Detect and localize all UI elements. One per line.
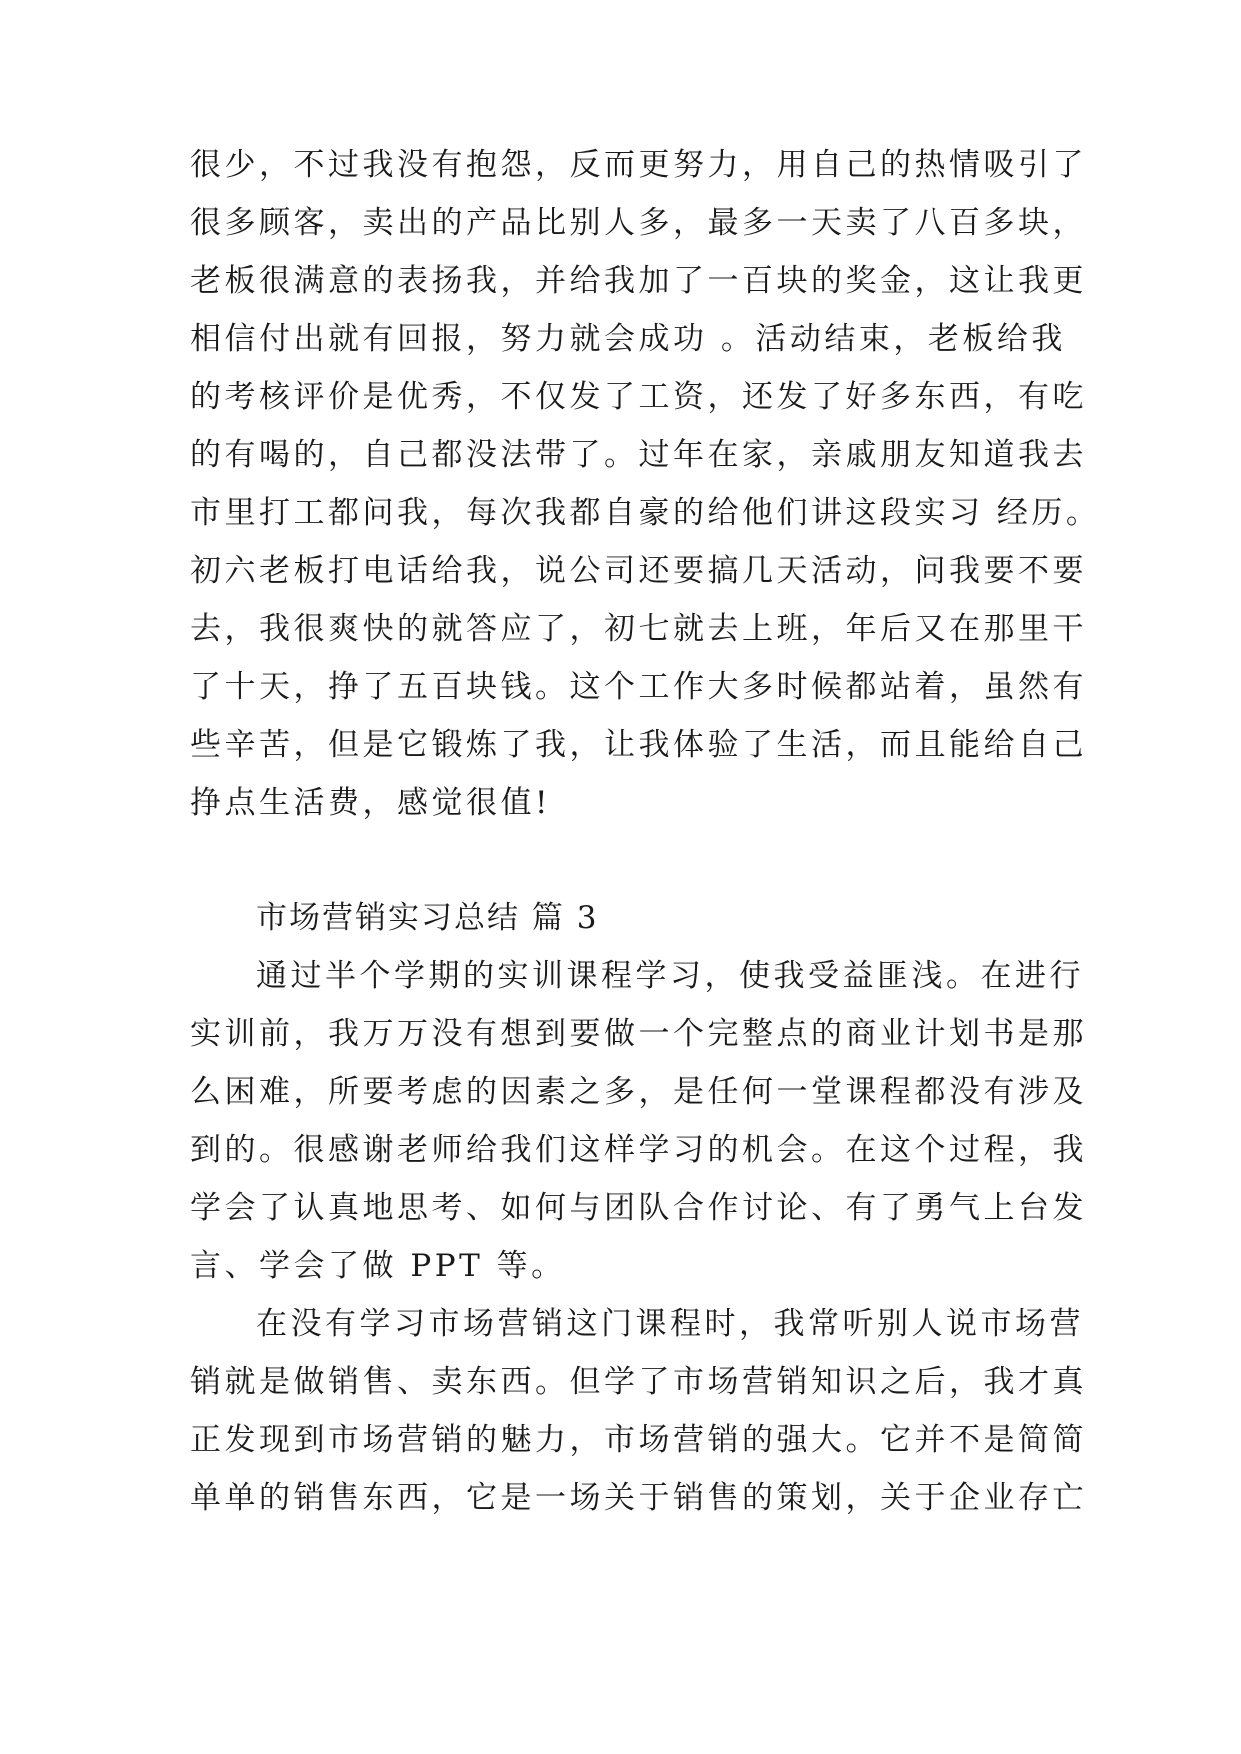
text-line: 去，我很爽快的就答应了，初七就去上班，年后又在那里干 (190, 611, 1087, 647)
text-line: 实训前，我万万没有想到要做一个完整点的商业计划书是那 (190, 1016, 1087, 1052)
text-line: 通过半个学期的实训课程学习，使我受益匪浅。在进行 (256, 958, 1084, 994)
text-line: 正发现到市场营销的魅力，市场营销的强大。它并不是简简 (190, 1422, 1087, 1458)
text-line: 言、学会了做 PPT 等。 (190, 1248, 566, 1284)
text-line: 初六老板打电话给我，说公司还要搞几天活动，问我要不要 (190, 553, 1087, 589)
text-line: 销就是做销售、卖东西。但学了市场营销知识之后，我才真 (190, 1364, 1087, 1400)
text-line: 了十天，挣了五百块钱。这个工作大多时候都站着，虽然有 (190, 669, 1087, 705)
text-line: 在没有学习市场营销这门课程时，我常听别人说市场营 (256, 1306, 1084, 1342)
text-line: 相信付出就有回报，努力就会成功 。活动结束，老板给我 (190, 321, 1066, 357)
text-line: 很少，不过我没有抱怨，反而更努力，用自己的热情吸引了 (190, 147, 1087, 183)
text-line: 老板很满意的表扬我，并给我加了一百块的奖金，这让我更 (190, 263, 1087, 299)
text-line: 些辛苦，但是它锻炼了我，让我体验了生活，而且能给自己 (190, 727, 1087, 763)
text-line: 到的。很感谢老师给我们这样学习的机会。在这个过程，我 (190, 1132, 1087, 1168)
text-line: 很多顾客，卖出的产品比别人多，最多一天卖了八百多块， (190, 205, 1087, 241)
text-line: 单单的销售东西，它是一场关于销售的策划，关于企业存亡 (190, 1480, 1087, 1516)
text-line: 的考核评价是优秀，不仅发了工资，还发了好多东西，有吃 (190, 379, 1087, 415)
text-line: 学会了认真地思考、如何与团队合作讨论、有了勇气上台发 (190, 1190, 1087, 1226)
text-line: 市里打工都问我，每次我都自豪的给他们讲这段实习 经历。 (190, 495, 1101, 531)
text-line: 么困难，所要考虑的因素之多，是任何一堂课程都没有涉及 (190, 1074, 1087, 1110)
text-line: 的有喝的，自己都没法带了。过年在家，亲戚朋友知道我去 (190, 437, 1087, 473)
section-heading: 市场营销实习总结 篇 3 (256, 900, 599, 936)
text-line: 挣点生活费，感觉很值! (190, 785, 551, 821)
